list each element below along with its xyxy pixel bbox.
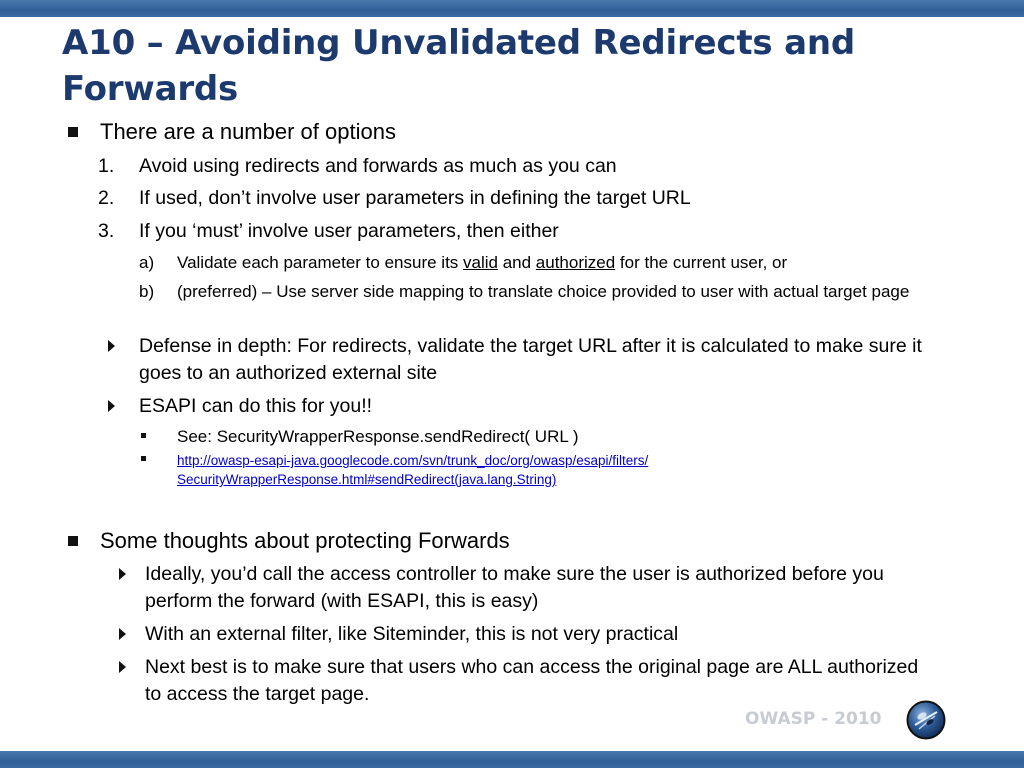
square-item-see [141,425,941,448]
numbered-item-2 [98,185,958,212]
arrow-item-esapi [108,393,938,420]
bullet-forwards [68,527,968,555]
numbered-item-3 [98,218,958,245]
bullet-options [68,118,968,146]
arrow-bullet-icon [108,340,115,352]
esapi-doc-link[interactable]: http://owasp-esapi-java.googlecode.com/svn/trunk_doc/org/owasp/esapi/filters/ SecurityWrapperResponse.html#sendRedirect(java.lang.String) [177,453,649,487]
bullet-text: Some thoughts about protecting Forwards [100,528,510,553]
small-square-bullet-icon [141,433,146,438]
item-number: 2. [98,187,115,209]
item-text: ESAPI can do this for you!! [139,395,373,417]
item-text: If used, don’t involve user parameters in defining the target URL [139,187,691,209]
lettered-item-a [139,251,959,275]
item-text: Ideally, you’d call the access controller to make sure the user is authorized before you perform the forward (with ESAPI, this is easy) [145,563,884,612]
bullet-text: There are a number of options [100,119,396,144]
item-text: Avoid using redirects and forwards as much as you can [139,155,617,177]
arrow-bullet-icon [108,400,115,412]
item-text: Next best is to make sure that users who can access the original page are ALL authorized to access the target page. [145,656,919,705]
item-text: See: SecurityWrapperResponse.sendRedirect( URL ) [177,427,579,446]
item-text: If you ‘must’ involve user parameters, then either [139,220,559,242]
arrow-bullet-icon [119,568,126,580]
item-text: (preferred) – Use server side mapping to translate choice provided to user with actual target page [177,282,910,301]
item-text: With an external filter, like Siteminder, this is not very practical [145,623,679,645]
square-bullet-icon [68,536,78,546]
arrow-bullet-icon [119,628,126,640]
arrow-item-next-best [119,654,919,708]
arrow-item-ideally [119,561,919,615]
arrow-item-defense [108,333,938,387]
item-text: Defense in depth: For redirects, validate the target URL after it is calculated to make sure it goes to an authorized external site [139,335,922,384]
authorized-underlined: authorized [535,253,616,272]
valid-underlined: valid [463,253,498,272]
footer-owasp-label: OWASP - 2010 [745,709,882,729]
slide-title: A10 – Avoiding Unvalidated Redirects and Forwards [62,23,855,109]
small-square-bullet-icon [141,456,146,461]
bottom-banner-bar [0,751,1024,768]
arrow-item-external-filter [119,621,919,648]
square-bullet-icon [68,127,78,137]
top-banner-bar [0,0,1024,17]
item-letter: a) [139,253,155,272]
square-item-link [141,451,941,489]
item-number: 3. [98,220,115,242]
item-letter: b) [139,282,155,301]
lettered-item-b [139,280,939,304]
item-text: Validate each parameter to ensure its valid and authorized for the current user, or [177,253,788,272]
arrow-bullet-icon [119,661,126,673]
owasp-wasp-logo-icon [906,700,946,740]
item-number: 1. [98,155,115,177]
numbered-item-1 [98,153,958,180]
